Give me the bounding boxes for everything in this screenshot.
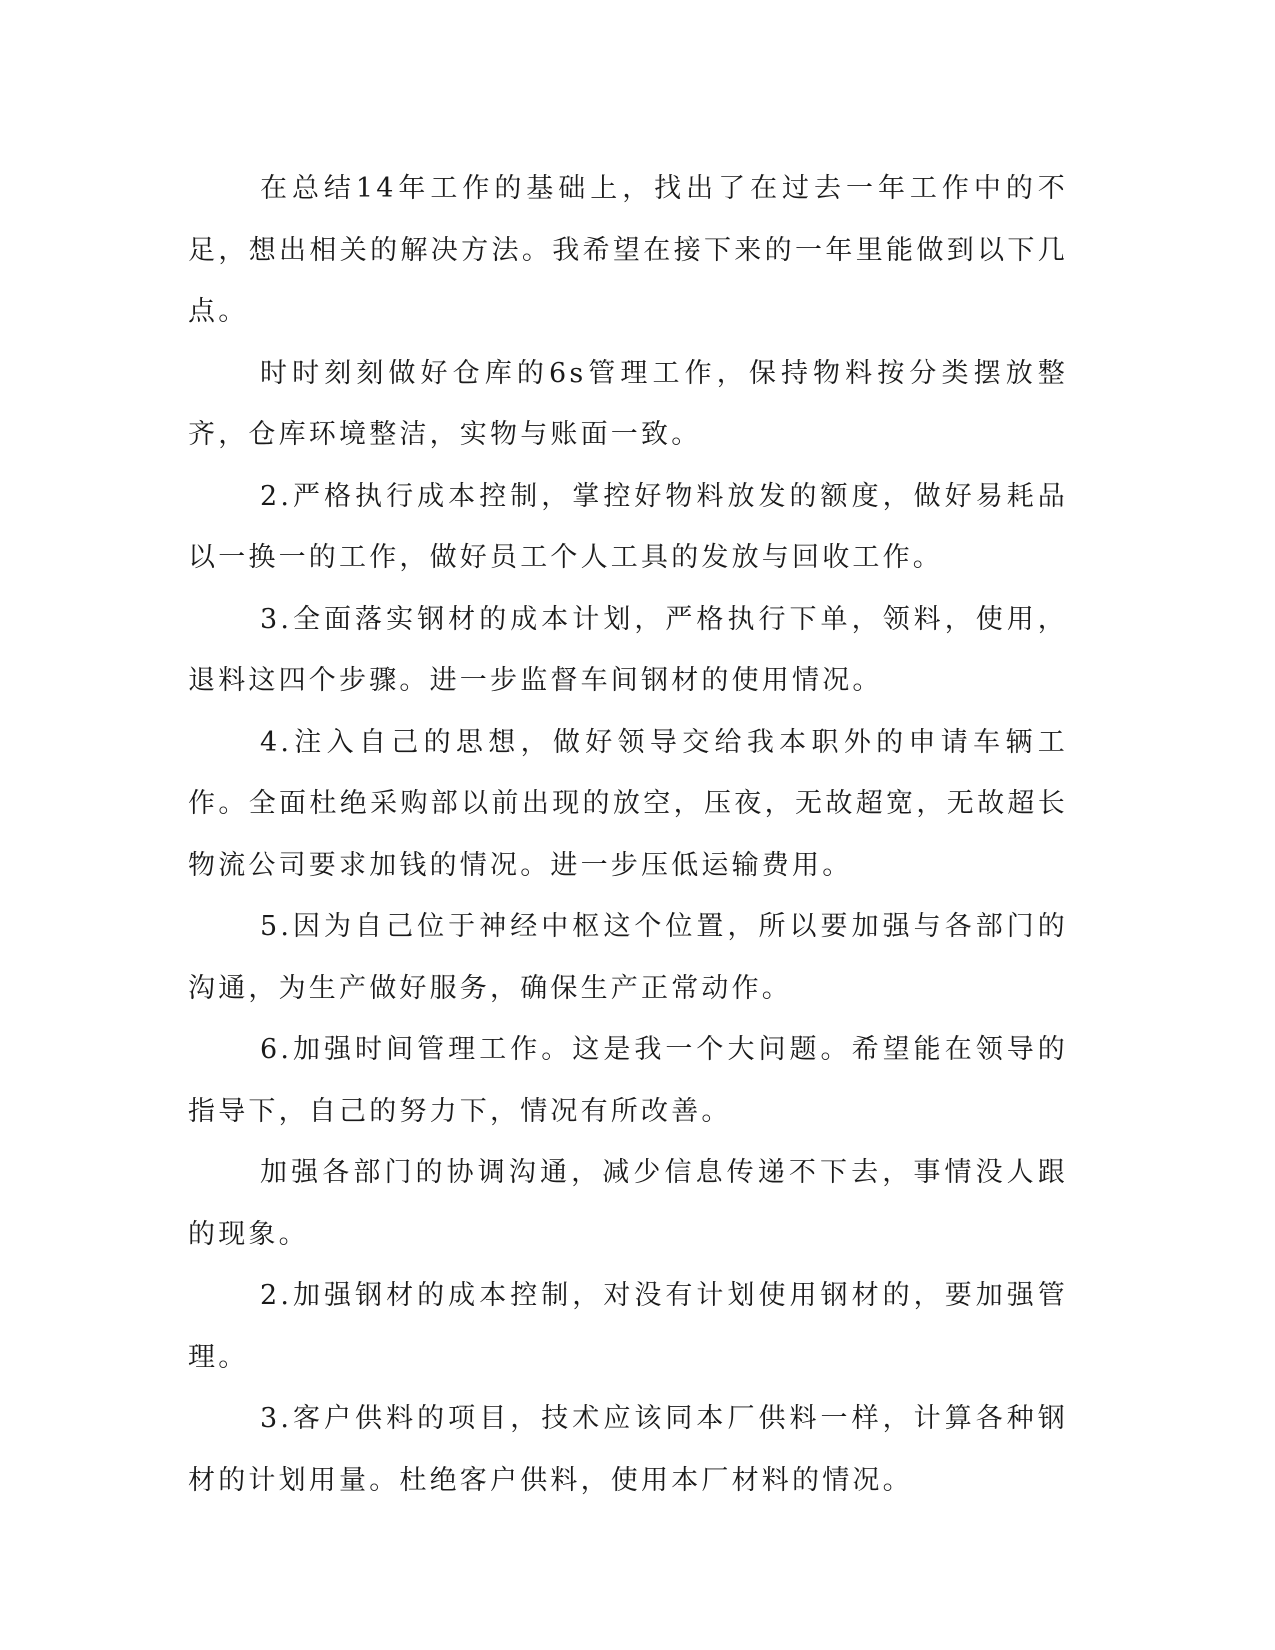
paragraph: 在总结14年工作的基础上，找出了在过去一年工作中的不足，想出相关的解决方法。我希望在接下来的一年里能做到以下几点。 [188,173,1068,327]
paragraph: 6.加强时间管理工作。这是我一个大问题。希望能在领导的指导下，自己的努力下，情况有所改善。 [188,1034,1068,1127]
paragraph: 4.注入自己的思想，做好领导交给我本职外的申请车辆工作。全面杜绝采购部以前出现的放空，压夜，无故超宽，无故超长物流公司要求加钱的情况。进一步压低运输费用。 [188,726,1068,881]
paragraph: 时时刻刻做好仓库的6s管理工作，保持物料按分类摆放整齐，仓库环境整洁，实物与账面一致。 [188,357,1068,450]
paragraph: 2.加强钢材的成本控制，对没有计划使用钢材的，要加强管理。 [188,1280,1068,1373]
paragraph: 2.严格执行成本控制，掌控好物料放发的额度，做好易耗品以一换一的工作，做好员工个人工具的发放与回收工作。 [188,480,1068,573]
paragraph: 5.因为自己位于神经中枢这个位置，所以要加强与各部门的沟通，为生产做好服务，确保生产正常动作。 [188,911,1068,1004]
document-body [188,158,1068,1511]
paragraph: 3.全面落实钢材的成本计划，严格执行下单，领料，使用，退料这四个步骤。进一步监督车间钢材的使用情况。 [188,603,1068,696]
paragraph: 3.客户供料的项目，技术应该同本厂供料一样，计算各种钢材的计划用量。杜绝客户供料，使用本厂材料的情况。 [188,1403,1068,1496]
paragraph: 加强各部门的协调沟通，减少信息传递不下去，事情没人跟的现象。 [188,1157,1068,1250]
